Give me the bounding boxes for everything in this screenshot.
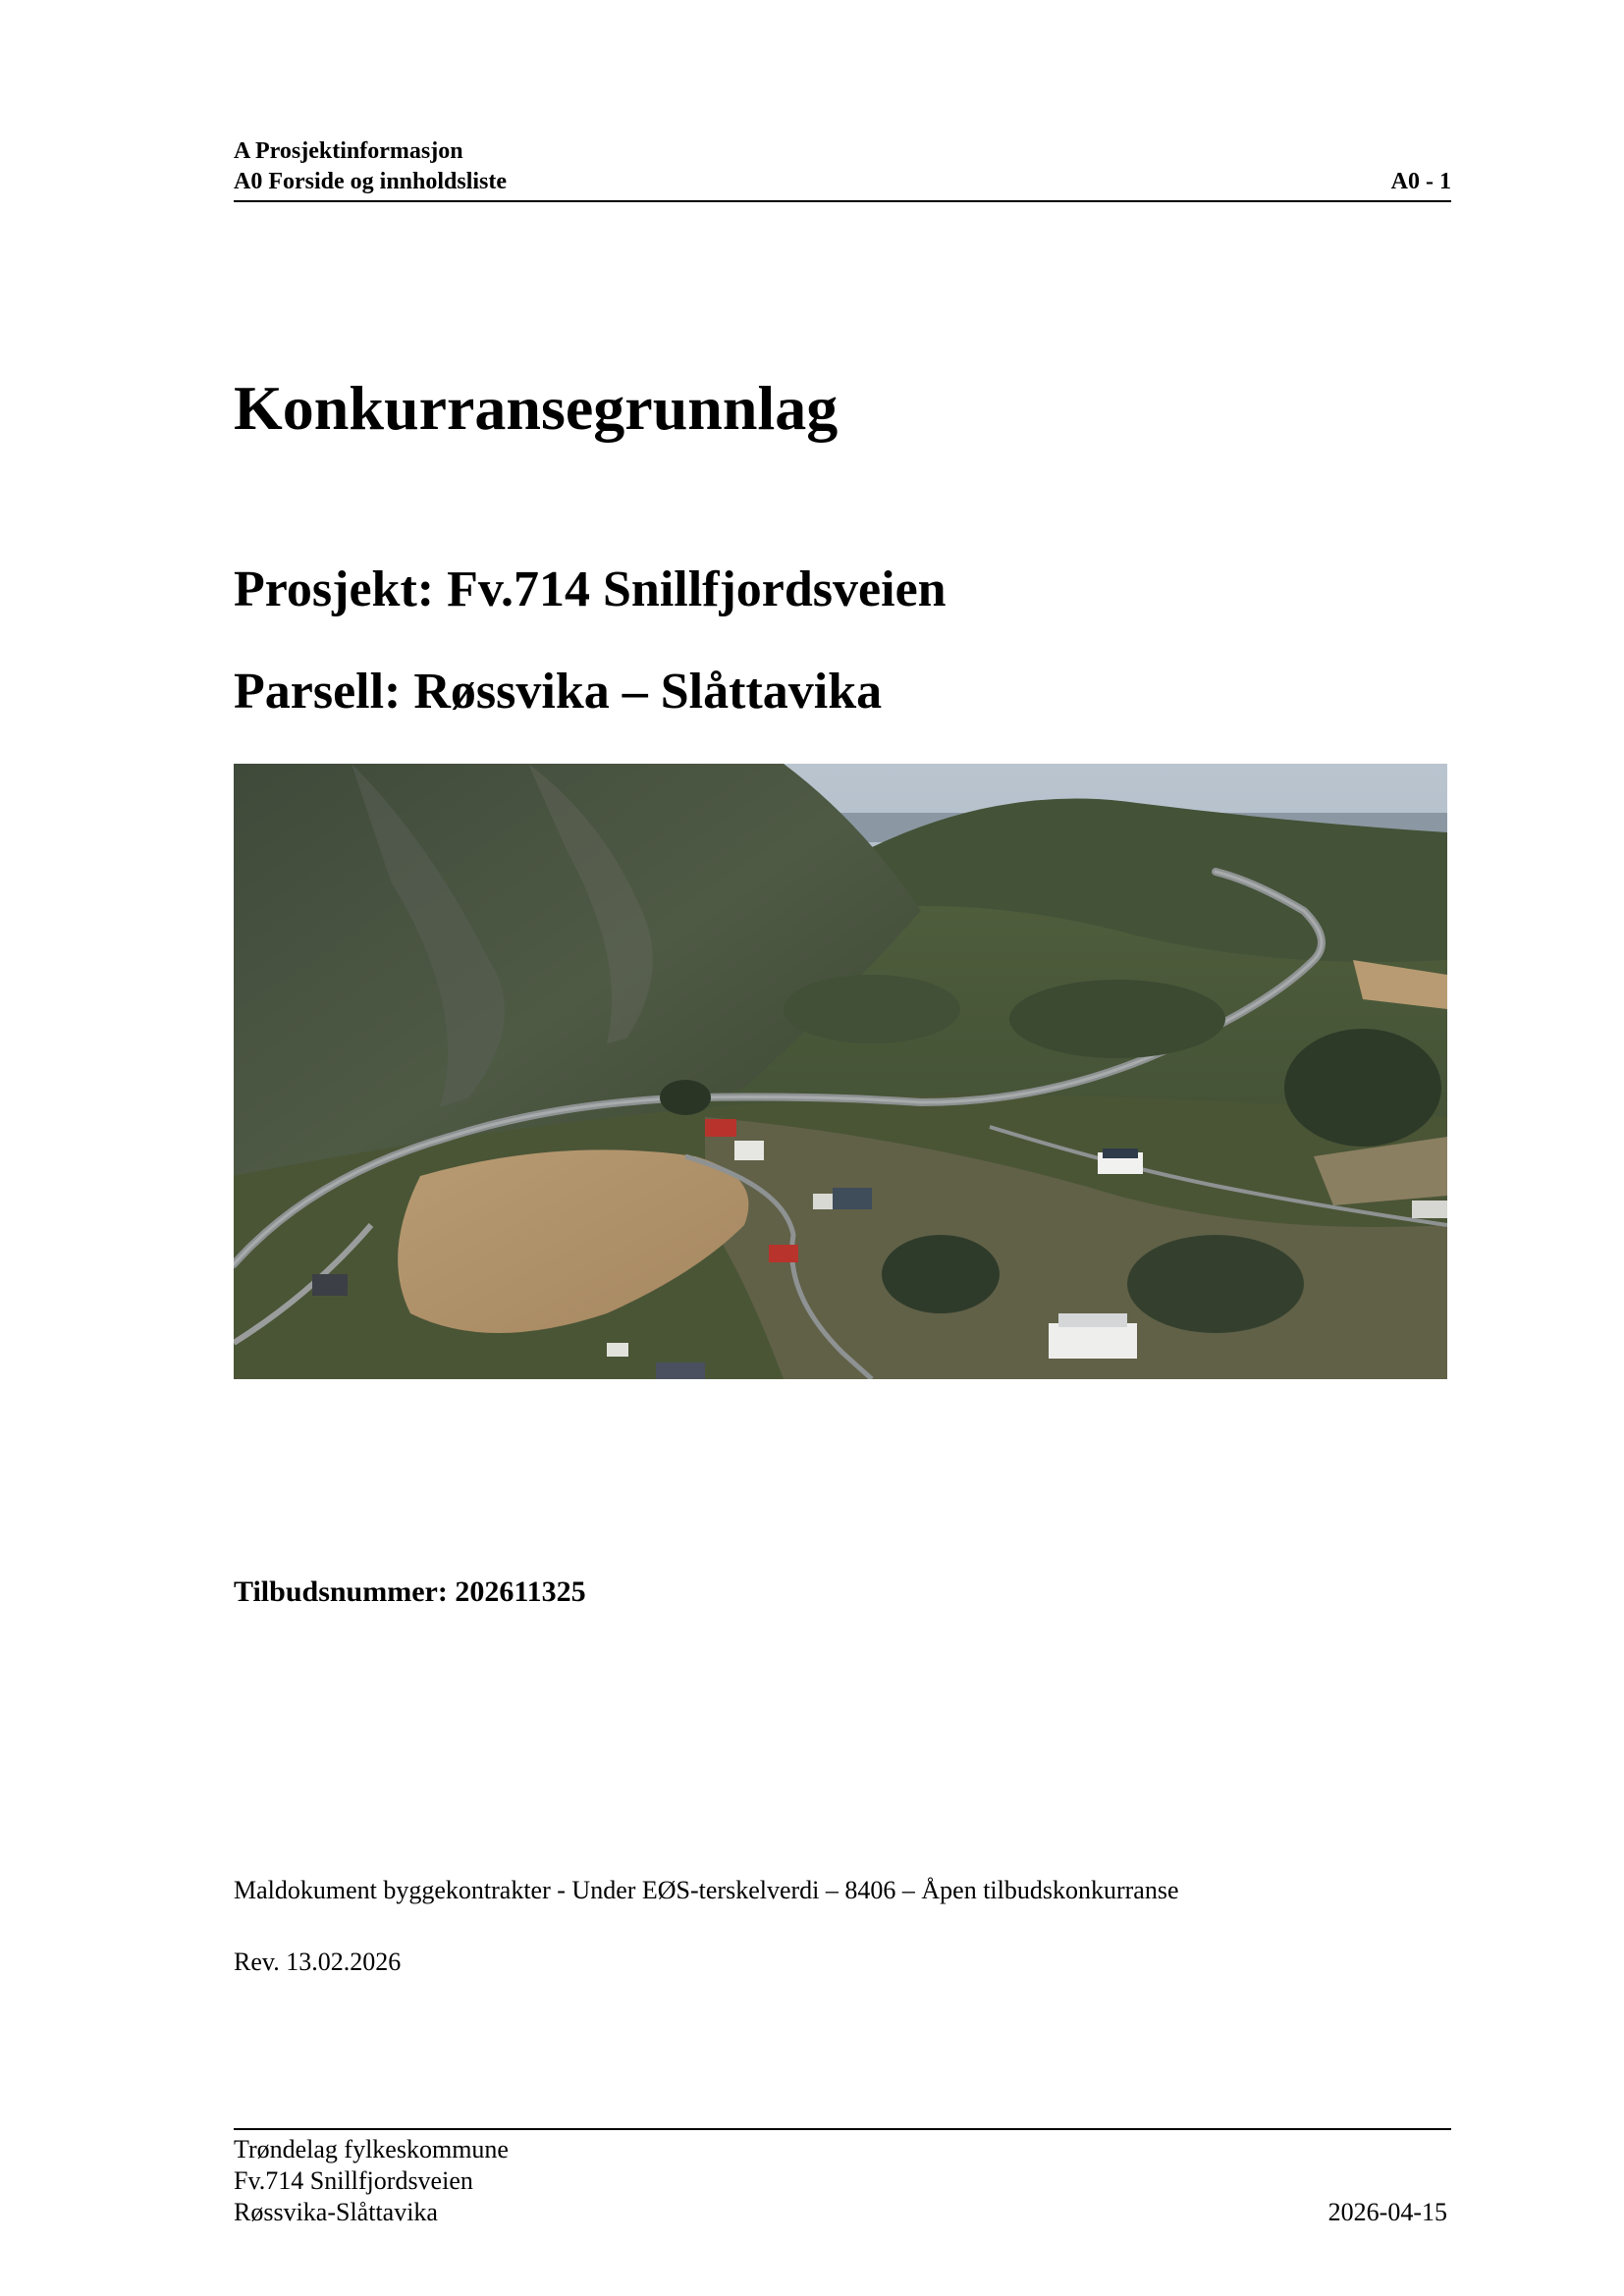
footer-rule bbox=[234, 2128, 1451, 2130]
revision-date: Rev. 13.02.2026 bbox=[234, 1948, 402, 1976]
footer-project: Fv.714 Snillfjordsveien bbox=[234, 2166, 473, 2195]
header-page-ref: A0 - 1 bbox=[1390, 169, 1451, 194]
document-title: Konkurransegrunnlag bbox=[234, 373, 839, 443]
header-subsection: A0 Forside og innholdsliste bbox=[234, 169, 508, 194]
header-section: A Prosjektinformasjon bbox=[234, 138, 463, 164]
footer-parcel: Røssvika-Slåttavika bbox=[234, 2198, 438, 2226]
project-heading: Prosjekt: Fv.714 Snillfjordsveien bbox=[234, 561, 947, 617]
tender-number: Tilbudsnummer: 202611325 bbox=[234, 1575, 586, 1608]
parcel-heading: Parsell: Røssvika – Slåttavika bbox=[234, 664, 883, 720]
footer-organization: Trøndelag fylkeskommune bbox=[234, 2135, 509, 2163]
aerial-photo bbox=[234, 764, 1447, 1379]
footer-date: 2026-04-15 bbox=[1327, 2198, 1447, 2226]
template-description: Maldokument byggekontrakter - Under EØS-terskelverdi – 8406 – Åpen tilbudskonkurranse bbox=[234, 1876, 1179, 1904]
header-rule bbox=[234, 200, 1451, 202]
